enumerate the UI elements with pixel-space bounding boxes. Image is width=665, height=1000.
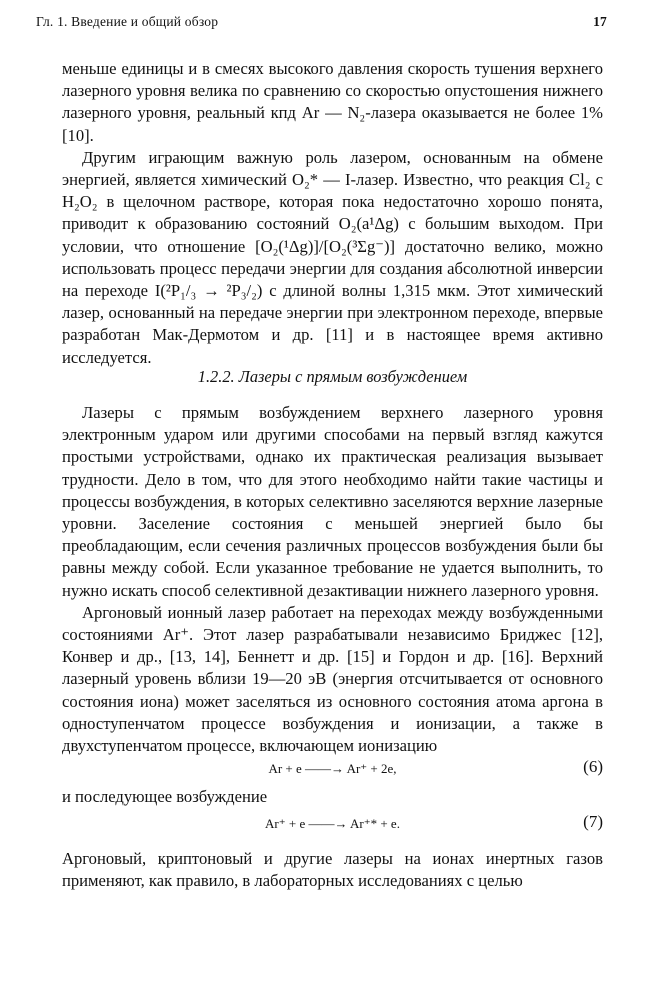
section-heading: 1.2.2. Лазеры с прямым возбуждением <box>197 367 468 386</box>
page-number: 17 <box>593 14 607 29</box>
paragraph-1: меньше единицы и в смесях высокого давления скорость тушения верхнего лазерного уровня велика по сравнению со скоростью опустошения нижнего лазерного уровня, реальный кпд Ar — N₂-лазера оказывается не более 1% [10]. <box>62 59 603 145</box>
paragraph-6: Аргоновый, криптоновый и другие лазеры на ионах инертных газов применяют, как правило, в лабораторных исследованиях с целью <box>62 849 603 891</box>
paragraph-3: Лазеры с прямым возбуждением верхнего лазерного уровня электронным ударом или другими способами на первый взгляд кажутся простыми устройствами, однако их практическая реализация вызывает трудности. Дело в том, что для этого необходимо найти такие частицы и процессы возбуждения, в которых селективно заселяются верхние лазерные уровни. Заселение состояния с меньшей энергией было бы преобладающим, если сечения различных процессов возбуждения были бы равны между собой. Если указанное требование не удается выполнить, то нужно искать способ селективной дезактивации нижнего лазерного уровня. <box>62 403 603 600</box>
paragraph-5: и последующее возбуждение <box>62 787 268 806</box>
equation-6 <box>62 757 603 783</box>
text-block-2 <box>62 402 603 757</box>
equation-7 <box>62 812 603 838</box>
equation-7-number: (7) <box>583 812 603 831</box>
paragraph-2: Другим играющим важную роль лазером, основанным на обмене энергией, является химический O₂* — I-лазер. Известно, что реакция Cl₂ с H₂O₂ в щелочном растворе, которая пока недостаточно хорошо понята, приводит к образованию состояний O₂(a¹Δg) с большим выходом. При условии, что отношение [O₂(¹Δg)]/[O₂(³Σg⁻)] достаточно велико, можно использовать процесс передачи энергии для создания абсолютной инверсии на переходе I(²P₁/₃ → ²P₃/₂) с длиной волны 1,315 мкм. Этот химический лазер, основанный на передаче энергии при электронном переходе, впервые разработан Мак-Дермотом и др. [11] и в настоящее время активно исследуется. <box>62 147 603 367</box>
equation-6-number: (6) <box>583 757 603 776</box>
equation-6-formula: Ar + e ——→ Ar⁺ + 2e, <box>268 761 397 776</box>
running-title: Гл. 1. Введение и общий обзор <box>36 14 219 29</box>
text-block-3 <box>62 786 603 808</box>
equation-7-formula: Ar⁺ + e ——→ Ar⁺* + e. <box>265 816 400 831</box>
paragraph-4: Аргоновый ионный лазер работает на переходах между возбужденными состояниями Ar⁺. Этот лазер разрабатывали независимо Бриджес [12], Конвер и др., [13, 14], Беннетт и др. [15] и Гордон и др. [16]. Верхний лазерный уровень вблизи 19—20 эВ (энергия отсчитывается от основного состояния иона) может заселяться из основного состояния атома аргона в одноступенчатом процессе возбуждения и ионизации, а также в двухступенчатом процессе, включающем ионизацию <box>62 602 603 756</box>
text-block-1 <box>62 58 603 369</box>
text-block-4 <box>62 848 603 892</box>
page-header <box>36 14 607 34</box>
